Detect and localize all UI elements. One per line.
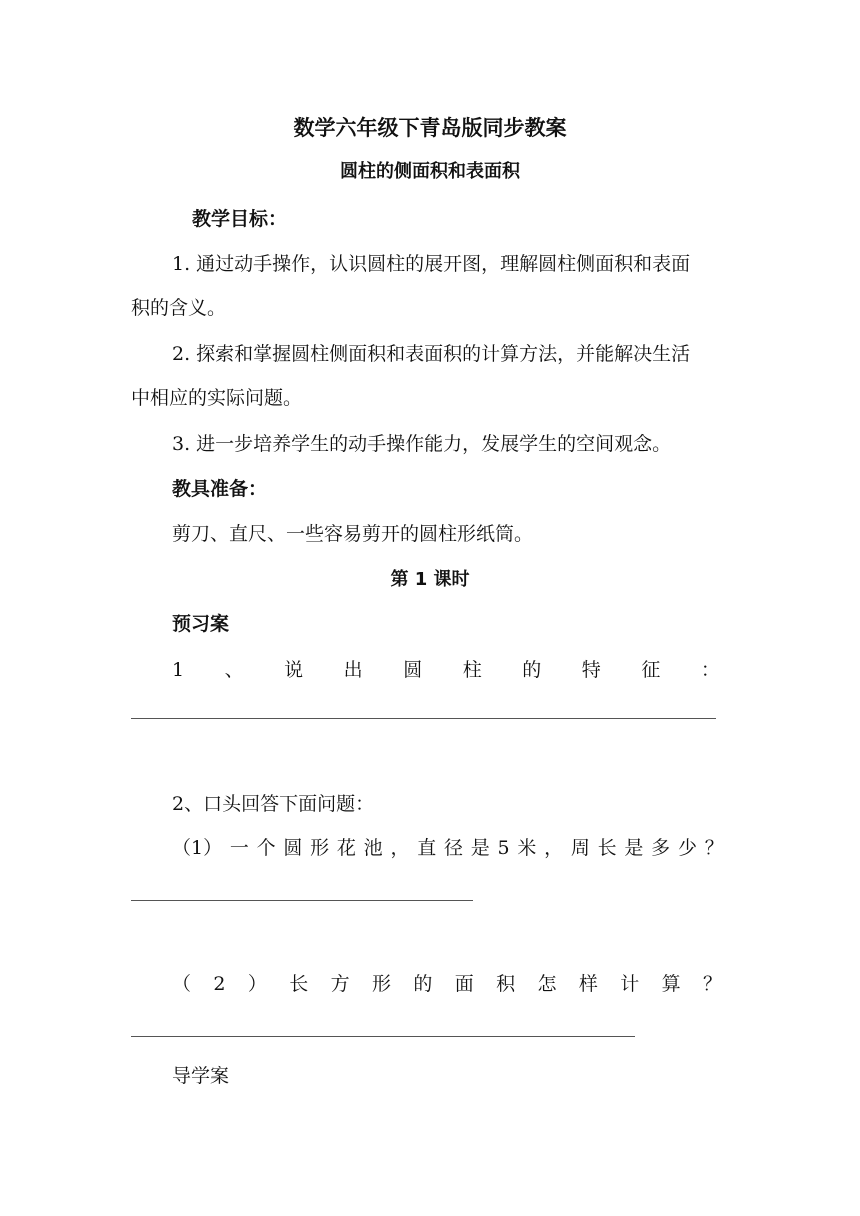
question-2-2-char: （ [172, 973, 192, 995]
question-1 [172, 658, 720, 682]
answer-line-2-1 [131, 900, 473, 901]
answer-line-2-2 [131, 1036, 635, 1037]
question-2-2-char: 长 [289, 973, 309, 995]
question-1-char: 圆 [403, 659, 423, 681]
question-2-1-char: ， [544, 837, 564, 859]
question-2-2 [172, 972, 722, 996]
question-2-1-char: 个 [256, 837, 276, 859]
question-2-1-char: 长 [597, 837, 617, 859]
objective-1-line-1: 1. 通过动手操作，认识圆柱的展开图，理解圆柱侧面积和表面 [172, 253, 691, 275]
question-2-2-char: 面 [454, 973, 474, 995]
question-2-2-char: ） [247, 973, 267, 995]
question-2: 2、口头回答下面问题： [172, 793, 375, 815]
question-1-char: ： [700, 659, 720, 681]
question-1-char: 说 [284, 659, 304, 681]
question-2-2-char: 算 [661, 973, 681, 995]
question-1-char: 、 [224, 659, 244, 681]
question-1-char: 特 [581, 659, 601, 681]
question-2-2-char: 的 [413, 973, 433, 995]
question-2-1-char: 是 [624, 837, 644, 859]
question-1-char: 1 [172, 659, 185, 681]
question-1-char: 柱 [462, 659, 482, 681]
question-2-2-char: 积 [496, 973, 516, 995]
question-2-1-char: 多 [651, 837, 671, 859]
question-2-1 [172, 836, 724, 860]
answer-line-1 [131, 718, 716, 719]
question-2-1-char: 周 [570, 837, 590, 859]
guide-heading: 导学案 [172, 1065, 230, 1087]
question-2-1-char: 少 [677, 837, 697, 859]
tools-list: 剪刀、直尺、一些容易剪开的圆柱形纸筒。 [172, 523, 534, 545]
question-2-2-char: 怎 [537, 973, 557, 995]
question-2-1-char: 池 [363, 837, 383, 859]
question-1-char: 的 [522, 659, 542, 681]
question-2-1-char: ， [390, 837, 410, 859]
question-2-1-char: 一 [229, 837, 249, 859]
question-2-2-char: 方 [330, 973, 350, 995]
objective-2-line-2: 中相应的实际问题。 [131, 387, 303, 409]
question-2-1-char: 花 [336, 837, 356, 859]
question-2-1-char: （1） [172, 837, 223, 859]
document-subtitle: 圆柱的侧面积和表面积 [340, 161, 520, 182]
question-2-2-char: ？ [702, 973, 722, 995]
tools-heading: 教具准备： [172, 478, 268, 500]
question-2-2-char: 计 [620, 973, 640, 995]
question-2-1-char: 是 [470, 837, 490, 859]
question-2-2-char: 2 [213, 973, 226, 995]
lesson-heading: 第 1 课时 [390, 569, 470, 590]
question-2-1-char: 米 [517, 837, 537, 859]
question-1-char: 征 [641, 659, 661, 681]
question-2-1-char: 形 [310, 837, 330, 859]
objective-2-line-1: 2. 探索和掌握圆柱侧面积和表面积的计算方法，并能解决生活 [172, 343, 691, 365]
document-title: 数学六年级下青岛版同步教案 [293, 116, 567, 140]
question-1-char: 出 [343, 659, 363, 681]
question-2-1-char: ？ [704, 837, 724, 859]
question-2-1-char: 5 [497, 837, 510, 859]
objectives-heading: 教学目标： [192, 208, 288, 230]
question-2-1-char: 径 [443, 837, 463, 859]
question-2-2-char: 形 [371, 973, 391, 995]
question-2-2-char: 样 [578, 973, 598, 995]
objective-1-line-2: 积的含义。 [131, 297, 227, 319]
question-2-1-char: 圆 [283, 837, 303, 859]
question-2-1-char: 直 [417, 837, 437, 859]
objective-3: 3. 进一步培养学生的动手操作能力，发展学生的空间观念。 [172, 433, 672, 455]
preview-heading: 预习案 [172, 613, 230, 635]
